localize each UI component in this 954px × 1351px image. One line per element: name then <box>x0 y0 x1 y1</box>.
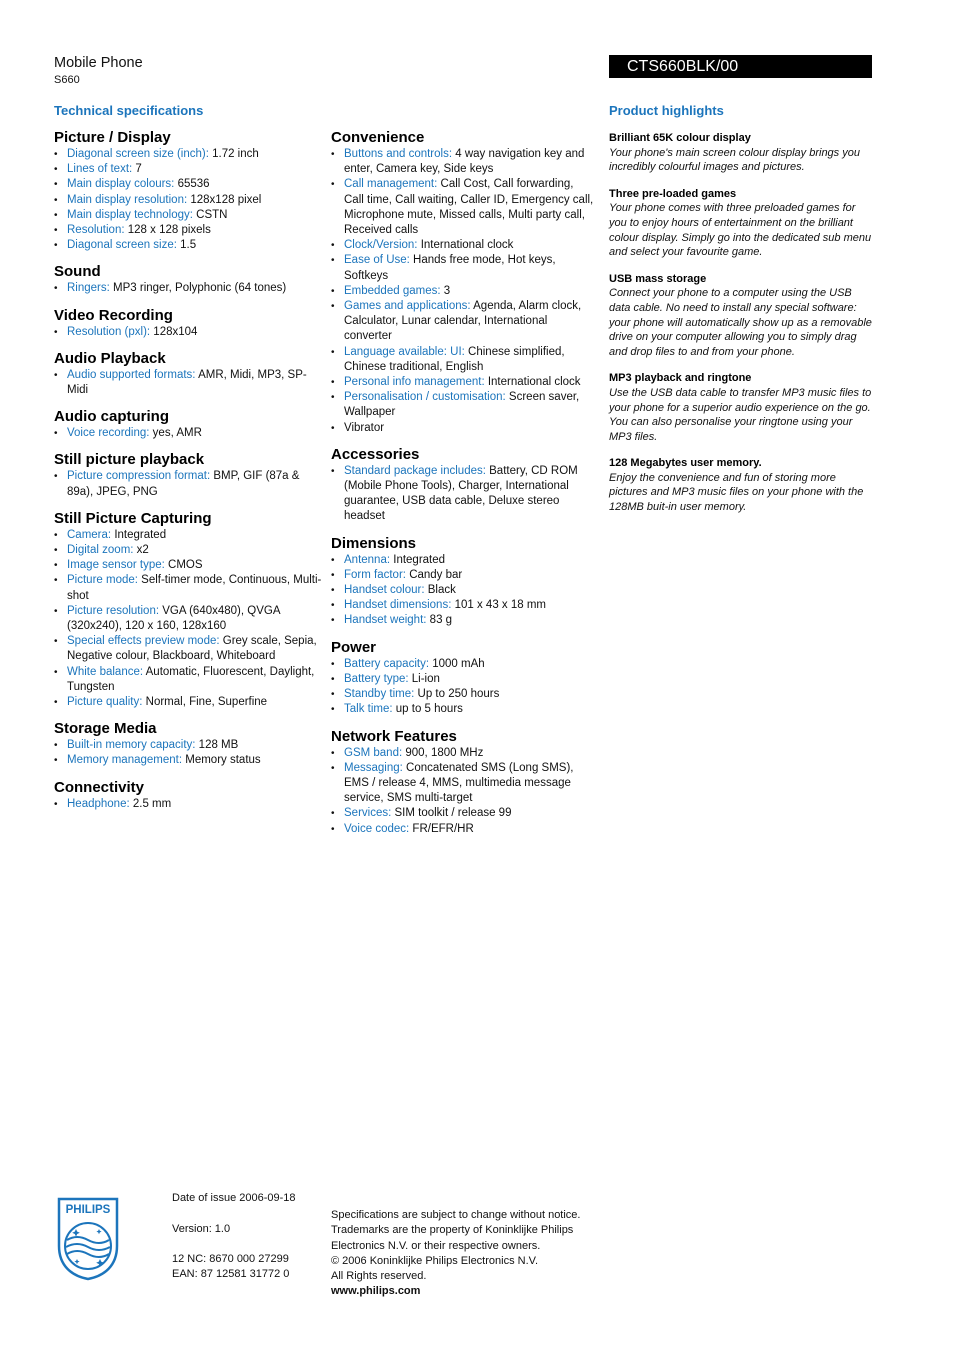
spec-value: 83 g <box>429 614 453 627</box>
highlight-title: MP3 playback and ringtone <box>609 372 752 385</box>
spec-value: 128x128 pixel <box>190 193 262 206</box>
spec-label: Built-in memory capacity: <box>67 739 196 752</box>
spec-value: BMP, GIF (87a & 89a), JPEG, PNG <box>67 470 300 498</box>
spec-value: CSTN <box>196 208 228 221</box>
spec-group-title: Dimensions <box>331 534 417 552</box>
nc-number: 12 NC: 8670 000 27299 <box>172 1253 289 1266</box>
spec-value: International clock <box>420 239 514 252</box>
spec-value: 128x104 <box>153 325 198 338</box>
spec-label: Picture quality: <box>67 696 143 709</box>
spec-label: Image sensor type: <box>67 559 165 572</box>
spec-item <box>54 193 322 208</box>
spec-list <box>54 469 322 499</box>
spec-list <box>331 147 596 436</box>
spec-group-title: Audio capturing <box>54 408 169 426</box>
spec-group-title: Picture / Display <box>54 129 171 146</box>
spec-item <box>54 665 322 695</box>
spec-value: MP3 ringer, Polyphonic (64 tones) <box>113 282 287 295</box>
spec-label: Special effects preview mode: <box>67 635 220 648</box>
spec-group-title: Convenience <box>331 129 425 146</box>
spec-value: Li-ion <box>411 672 440 685</box>
legal-line: Specifications are subject to change without notice. <box>331 1209 581 1221</box>
highlight-brilliant-65k-colour-display <box>609 131 874 175</box>
spec-item <box>331 553 596 568</box>
technical-specifications-heading: Technical specifications <box>54 103 204 118</box>
spec-label: Handset weight: <box>344 614 427 627</box>
spec-item <box>331 284 596 299</box>
spec-label: Clock/Version: <box>344 239 418 252</box>
spec-group-still-picture-playback <box>54 450 322 499</box>
spec-value: 900, 1800 MHz <box>405 746 484 759</box>
spec-label: Battery capacity: <box>344 657 430 670</box>
spec-item <box>331 822 596 837</box>
spec-item <box>331 806 596 821</box>
spec-item <box>54 528 322 543</box>
legal-line: Electronics N.V. or their respective owners. <box>331 1239 541 1252</box>
spec-item <box>331 761 596 807</box>
spec-column-left <box>54 128 322 821</box>
spec-label: Talk time: <box>344 703 393 716</box>
spec-value: Battery, CD ROM (Mobile Phone Tools), Charger, International guarantee, USB data cable, Deluxe stereo headset <box>344 464 578 523</box>
version: Version: 1.0 <box>172 1222 231 1235</box>
spec-label: Main display resolution: <box>67 193 188 206</box>
spec-group-title: Sound <box>54 263 101 281</box>
spec-value: Call Cost, Call forwarding, Call time, Call waiting, Caller ID, Emergency call, Microphone mute, Missed calls, Multi party call, Received calls <box>344 178 594 237</box>
spec-label: Language available: UI: <box>344 345 465 358</box>
spec-label: Resolution: <box>67 224 125 237</box>
spec-item <box>331 672 596 687</box>
spec-value: up to 5 hours <box>395 703 463 716</box>
spec-item <box>331 299 596 345</box>
spec-label: Services: <box>344 807 392 820</box>
spec-value: Normal, Fine, Superfine <box>145 696 268 709</box>
spec-item <box>54 147 322 162</box>
spec-label: Main display colours: <box>67 178 175 191</box>
spec-value: 3 <box>443 284 451 297</box>
highlight-text: Enjoy the convenience and fun of storing more pictures and MP3 music files on your phone with the 128MB buit-in user memory. <box>609 471 864 514</box>
highlights-column <box>609 131 874 527</box>
spec-value: Integrated <box>114 528 167 541</box>
spec-group-accessories <box>331 445 596 525</box>
highlight-text: Use the USB data cable to transfer MP3 music files to your phone for a superior audio experience on the go. You can also personalise your ringtone using your MP3 files. <box>609 386 872 443</box>
spec-label: Ringers: <box>67 282 110 295</box>
spec-value: 128 x 128 pixels <box>127 224 211 237</box>
spec-item <box>331 687 596 702</box>
product-highlights-heading: Product highlights <box>609 103 724 118</box>
issue-date: Date of issue 2006-09-18 <box>172 1192 296 1204</box>
spec-value: 128 MB <box>198 739 239 752</box>
spec-value: Self-timer mode, Continuous, Multi-shot <box>67 574 322 602</box>
spec-group-title: Video Recording <box>54 306 173 324</box>
spec-group-storage-media <box>54 719 322 768</box>
spec-group-audio-capturing <box>54 407 322 441</box>
spec-list <box>54 281 322 296</box>
spec-label: Voice codec: <box>344 822 410 835</box>
spec-list <box>331 553 596 629</box>
spec-group-dimensions <box>331 534 596 629</box>
highlight-text: Your phone's main screen colour display brings you incredibly colourful images and pictures. <box>609 146 860 174</box>
spec-item <box>331 598 596 613</box>
spec-item <box>54 573 322 603</box>
spec-group-audio-playback <box>54 349 322 398</box>
spec-label: Antenna: <box>344 553 391 566</box>
spec-item <box>331 702 596 717</box>
spec-list <box>54 147 322 253</box>
spec-item <box>331 464 596 525</box>
spec-group-connectivity <box>54 778 322 812</box>
spec-label: Headphone: <box>67 797 130 810</box>
spec-item <box>331 746 596 761</box>
spec-list <box>54 325 322 340</box>
spec-value: 7 <box>135 163 142 176</box>
highlight-usb-mass-storage <box>609 272 874 360</box>
spec-group-title: Connectivity <box>54 778 145 796</box>
spec-item <box>331 583 596 598</box>
spec-value: 1.72 inch <box>212 148 259 160</box>
spec-item <box>331 421 596 436</box>
spec-item <box>331 613 596 628</box>
spec-group-title: Audio Playback <box>54 349 166 367</box>
spec-label: Form factor: <box>344 568 406 581</box>
highlight-mp3-playback-and-ringtone <box>609 371 874 444</box>
spec-value: 2.5 mm <box>132 797 172 810</box>
spec-list <box>331 464 596 525</box>
spec-value: 1000 mAh <box>432 657 485 670</box>
spec-value: Automatic, Fluorescent, Daylight, Tungsten <box>67 665 315 693</box>
spec-value: 4 way navigation key and enter, Camera key, Side keys <box>344 148 585 176</box>
spec-value: CMOS <box>168 559 203 572</box>
product-code-banner: CTS660BLK/00 <box>609 55 872 78</box>
spec-label: Digital zoom: <box>67 544 134 557</box>
spec-label: Games and applications: <box>344 300 471 313</box>
spec-item <box>54 604 322 634</box>
spec-value: x2 <box>136 544 149 557</box>
spec-label: GSM band: <box>344 746 403 759</box>
spec-item <box>54 558 322 573</box>
highlight-title: USB mass storage <box>609 272 707 285</box>
highlight-text: Your phone comes with three preloaded games for you to enjoy hours of entertainment on the brilliant colour display. Simply go into the dedicated sub menu and select your favourite game. <box>609 202 872 259</box>
spec-label: Main display technology: <box>67 208 193 221</box>
spec-item <box>54 223 322 238</box>
spec-item <box>331 345 596 375</box>
spec-item <box>54 543 322 558</box>
spec-value: Vibrator <box>344 421 385 434</box>
highlight-128-megabytes-user-memory <box>609 456 874 514</box>
spec-item <box>54 281 322 296</box>
spec-list <box>331 657 596 718</box>
spec-item <box>54 368 322 398</box>
spec-list <box>54 738 322 768</box>
spec-label: Voice recording: <box>67 427 150 440</box>
spec-value: AMR, Midi, MP3, SP-Midi <box>67 368 307 397</box>
spec-label: Camera: <box>67 528 112 541</box>
spec-group-network-features <box>331 727 596 837</box>
product-name: Mobile Phone <box>54 55 143 71</box>
highlight-title: 128 Megabytes user memory. <box>609 457 762 470</box>
logo-wordmark: PHILIPS <box>65 1204 111 1216</box>
spec-list <box>54 797 322 812</box>
spec-group-title: Still Picture Capturing <box>54 509 212 527</box>
highlight-title: Three pre-loaded games <box>609 187 737 200</box>
spec-value: International clock <box>487 376 581 389</box>
spec-column-middle <box>331 128 596 846</box>
spec-label: Embedded games: <box>344 284 441 297</box>
spec-item <box>54 177 322 192</box>
spec-label: Ease of Use: <box>344 254 410 267</box>
spec-value: yes, AMR <box>152 427 202 440</box>
spec-item <box>54 738 322 753</box>
spec-label: Messaging: <box>344 761 403 774</box>
spec-group-video-recording <box>54 306 322 340</box>
spec-value: 1.5 <box>180 239 197 252</box>
spec-value: Candy bar <box>409 568 463 581</box>
spec-item <box>331 238 596 253</box>
spec-value: Screen saver, Wallpaper <box>344 391 580 419</box>
legal-notice <box>331 1208 580 1300</box>
spec-label: Picture compression format: <box>67 470 211 483</box>
highlight-text: Connect your phone to a computer using the USB data cable. No need to install any special software: your phone will automatically show up as a removable drive on your computer allowing you to simply drag and drop files to and from your phone. <box>609 287 872 358</box>
spec-group-title: Power <box>331 638 377 656</box>
spec-value: VGA (640x480), QVGA (320x240), 120 x 160, 128x160 <box>67 604 280 633</box>
spec-item <box>54 695 322 710</box>
spec-item <box>54 325 322 340</box>
spec-label: Battery type: <box>344 672 409 685</box>
spec-item <box>331 177 596 238</box>
spec-value: Up to 250 hours <box>417 688 500 701</box>
spec-label: Call management: <box>344 178 438 191</box>
spec-item <box>54 238 322 253</box>
spec-group-title: Still picture playback <box>54 451 205 469</box>
spec-label: Personal info management: <box>344 376 485 389</box>
spec-label: Buttons and controls: <box>344 148 453 160</box>
spec-value: 101 x 43 x 18 mm <box>454 599 547 612</box>
spec-item <box>54 426 322 441</box>
spec-value: Concatenated SMS (Long SMS), EMS / release 4, MMS, multimedia message service, SMS multi-target <box>344 761 574 805</box>
spec-group-power <box>331 638 596 718</box>
spec-label: Resolution (pxl): <box>67 325 151 338</box>
spec-item <box>331 657 596 672</box>
legal-line: © 2006 Koninklijke Philips Electronics N.V. <box>331 1254 539 1267</box>
spec-value: SIM toolkit / release 99 <box>394 807 512 820</box>
spec-item <box>331 390 596 420</box>
philips-shield-logo <box>56 1196 120 1281</box>
spec-value: Black <box>427 584 456 597</box>
spec-item <box>331 375 596 390</box>
spec-label: Diagonal screen size (inch): <box>67 148 209 160</box>
spec-group-convenience <box>331 128 596 436</box>
spec-value: Grey scale, Sepia, Negative colour, Blackboard, Whiteboard <box>67 635 317 663</box>
spec-item <box>331 253 596 283</box>
spec-item <box>331 147 596 177</box>
spec-item <box>331 568 596 583</box>
spec-label: Picture mode: <box>67 574 138 587</box>
spec-item <box>54 208 322 223</box>
legal-line: Trademarks are the property of Koninklijke Philips <box>331 1224 574 1237</box>
spec-group-title: Storage Media <box>54 720 157 738</box>
highlight-title: Brilliant 65K colour display <box>609 132 751 144</box>
spec-label: Diagonal screen size: <box>67 239 177 252</box>
spec-group-sound <box>54 262 322 296</box>
spec-label: Personalisation / customisation: <box>344 391 506 404</box>
spec-value: Memory status <box>185 754 261 767</box>
spec-item <box>54 753 322 768</box>
spec-value: Agenda, Alarm clock, Calculator, Lunar calendar, International converter <box>344 300 582 343</box>
highlight-three-pre-loaded-games <box>609 187 874 260</box>
spec-group-picture-display <box>54 128 322 253</box>
spec-label: Memory management: <box>67 754 183 767</box>
spec-label: Lines of text: <box>67 163 133 176</box>
spec-list <box>54 528 322 710</box>
spec-item <box>54 162 322 177</box>
spec-label: Audio supported formats: <box>67 368 196 381</box>
spec-value: 65536 <box>177 178 210 191</box>
spec-value: Hands free mode, Hot keys, Softkeys <box>344 254 556 282</box>
spec-label: Picture resolution: <box>67 604 160 617</box>
ean-number: EAN: 87 12581 31772 0 <box>172 1268 290 1281</box>
spec-label: Standby time: <box>344 688 415 701</box>
spec-group-title: Accessories <box>331 445 420 463</box>
spec-value: Chinese simplified, Chinese traditional, English <box>344 345 565 373</box>
spec-label: White balance: <box>67 665 144 678</box>
spec-item <box>54 469 322 499</box>
spec-list <box>331 746 596 837</box>
website-link[interactable]: www.philips.com <box>331 1285 421 1298</box>
spec-value: Integrated <box>393 553 446 566</box>
document-metadata <box>172 1191 296 1283</box>
spec-label: Handset colour: <box>344 584 425 597</box>
spec-label: Standard package includes: <box>344 464 486 477</box>
spec-label: Handset dimensions: <box>344 599 452 612</box>
spec-group-title: Network Features <box>331 727 457 745</box>
spec-item <box>54 797 322 812</box>
spec-value: FR/EFR/HR <box>412 822 474 835</box>
legal-line: All Rights reserved. <box>331 1270 427 1283</box>
model-number: S660 <box>54 74 80 86</box>
spec-list <box>54 368 322 398</box>
spec-list <box>54 426 322 441</box>
spec-item <box>54 634 322 664</box>
spec-group-still-picture-capturing <box>54 509 322 710</box>
